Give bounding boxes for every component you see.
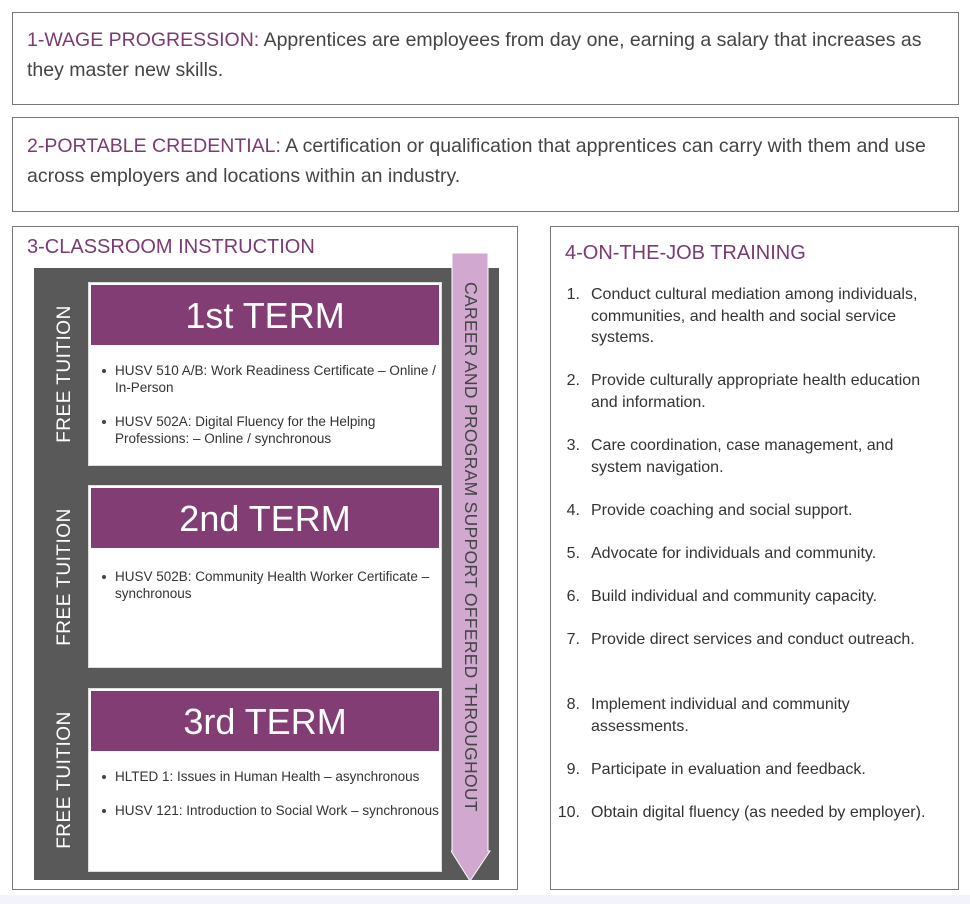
term-card-2 bbox=[88, 485, 442, 668]
wage-progression-box bbox=[12, 12, 959, 105]
list-item: 1. Conduct cultural mediation among individuals, communities, and health and social service systems. bbox=[566, 286, 918, 346]
ojt-title: 4-ON-THE-JOB TRAINING bbox=[565, 242, 806, 264]
course-item: HUSV 502A: Digital Fluency for the Helping Professions: – Online / synchronous bbox=[115, 413, 441, 447]
credential-label: 2-PORTABLE CREDENTIAL: bbox=[27, 135, 281, 157]
course-item: HLTED 1: Issues in Human Health – asynchronous bbox=[115, 768, 441, 785]
list-item: 4. Provide coaching and social support. bbox=[566, 502, 853, 519]
course-item: HUSV 510 A/B: Work Readiness Certificate – Online / In-Person bbox=[115, 362, 441, 396]
portable-credential-box bbox=[12, 117, 959, 212]
credential-description: A certification or qualification that apprentices can carry with them and use across employers and locations within an industry. bbox=[27, 135, 926, 187]
wage-description: Apprentices are employees from day one, earning a salary that increases as they master new skills. bbox=[27, 29, 922, 81]
classroom-title: 3-CLASSROOM INSTRUCTION bbox=[27, 236, 315, 258]
term-title: 2nd TERM bbox=[91, 488, 439, 548]
bottom-strip bbox=[0, 895, 970, 904]
course-item: HUSV 502B: Community Health Worker Certificate – synchronous bbox=[115, 568, 441, 602]
list-item: 6. Build individual and community capacity. bbox=[566, 588, 878, 605]
term-title: 1st TERM bbox=[91, 285, 439, 345]
list-item: 3. Care coordination, case management, and system navigation. bbox=[566, 437, 894, 476]
list-item: 10. Obtain digital fluency (as needed by employer). bbox=[557, 804, 926, 821]
course-item: HUSV 121: Introduction to Social Work – synchronous bbox=[115, 802, 441, 819]
term-card-1 bbox=[88, 282, 442, 466]
term-card-3 bbox=[88, 688, 442, 872]
list-item: 7. Provide direct services and conduct outreach. bbox=[566, 631, 915, 648]
wage-progression-text bbox=[27, 25, 948, 85]
wage-label: 1-WAGE PROGRESSION: bbox=[27, 29, 260, 51]
list-item: 5. Advocate for individuals and community. bbox=[566, 545, 877, 562]
list-item: 8. Implement individual and community assessments. bbox=[566, 696, 850, 735]
term-title: 3rd TERM bbox=[91, 691, 439, 751]
list-item: 9. Participate in evaluation and feedback. bbox=[566, 761, 866, 778]
credential-text bbox=[27, 131, 948, 191]
list-item: 2. Provide culturally appropriate health education and information. bbox=[566, 372, 921, 411]
